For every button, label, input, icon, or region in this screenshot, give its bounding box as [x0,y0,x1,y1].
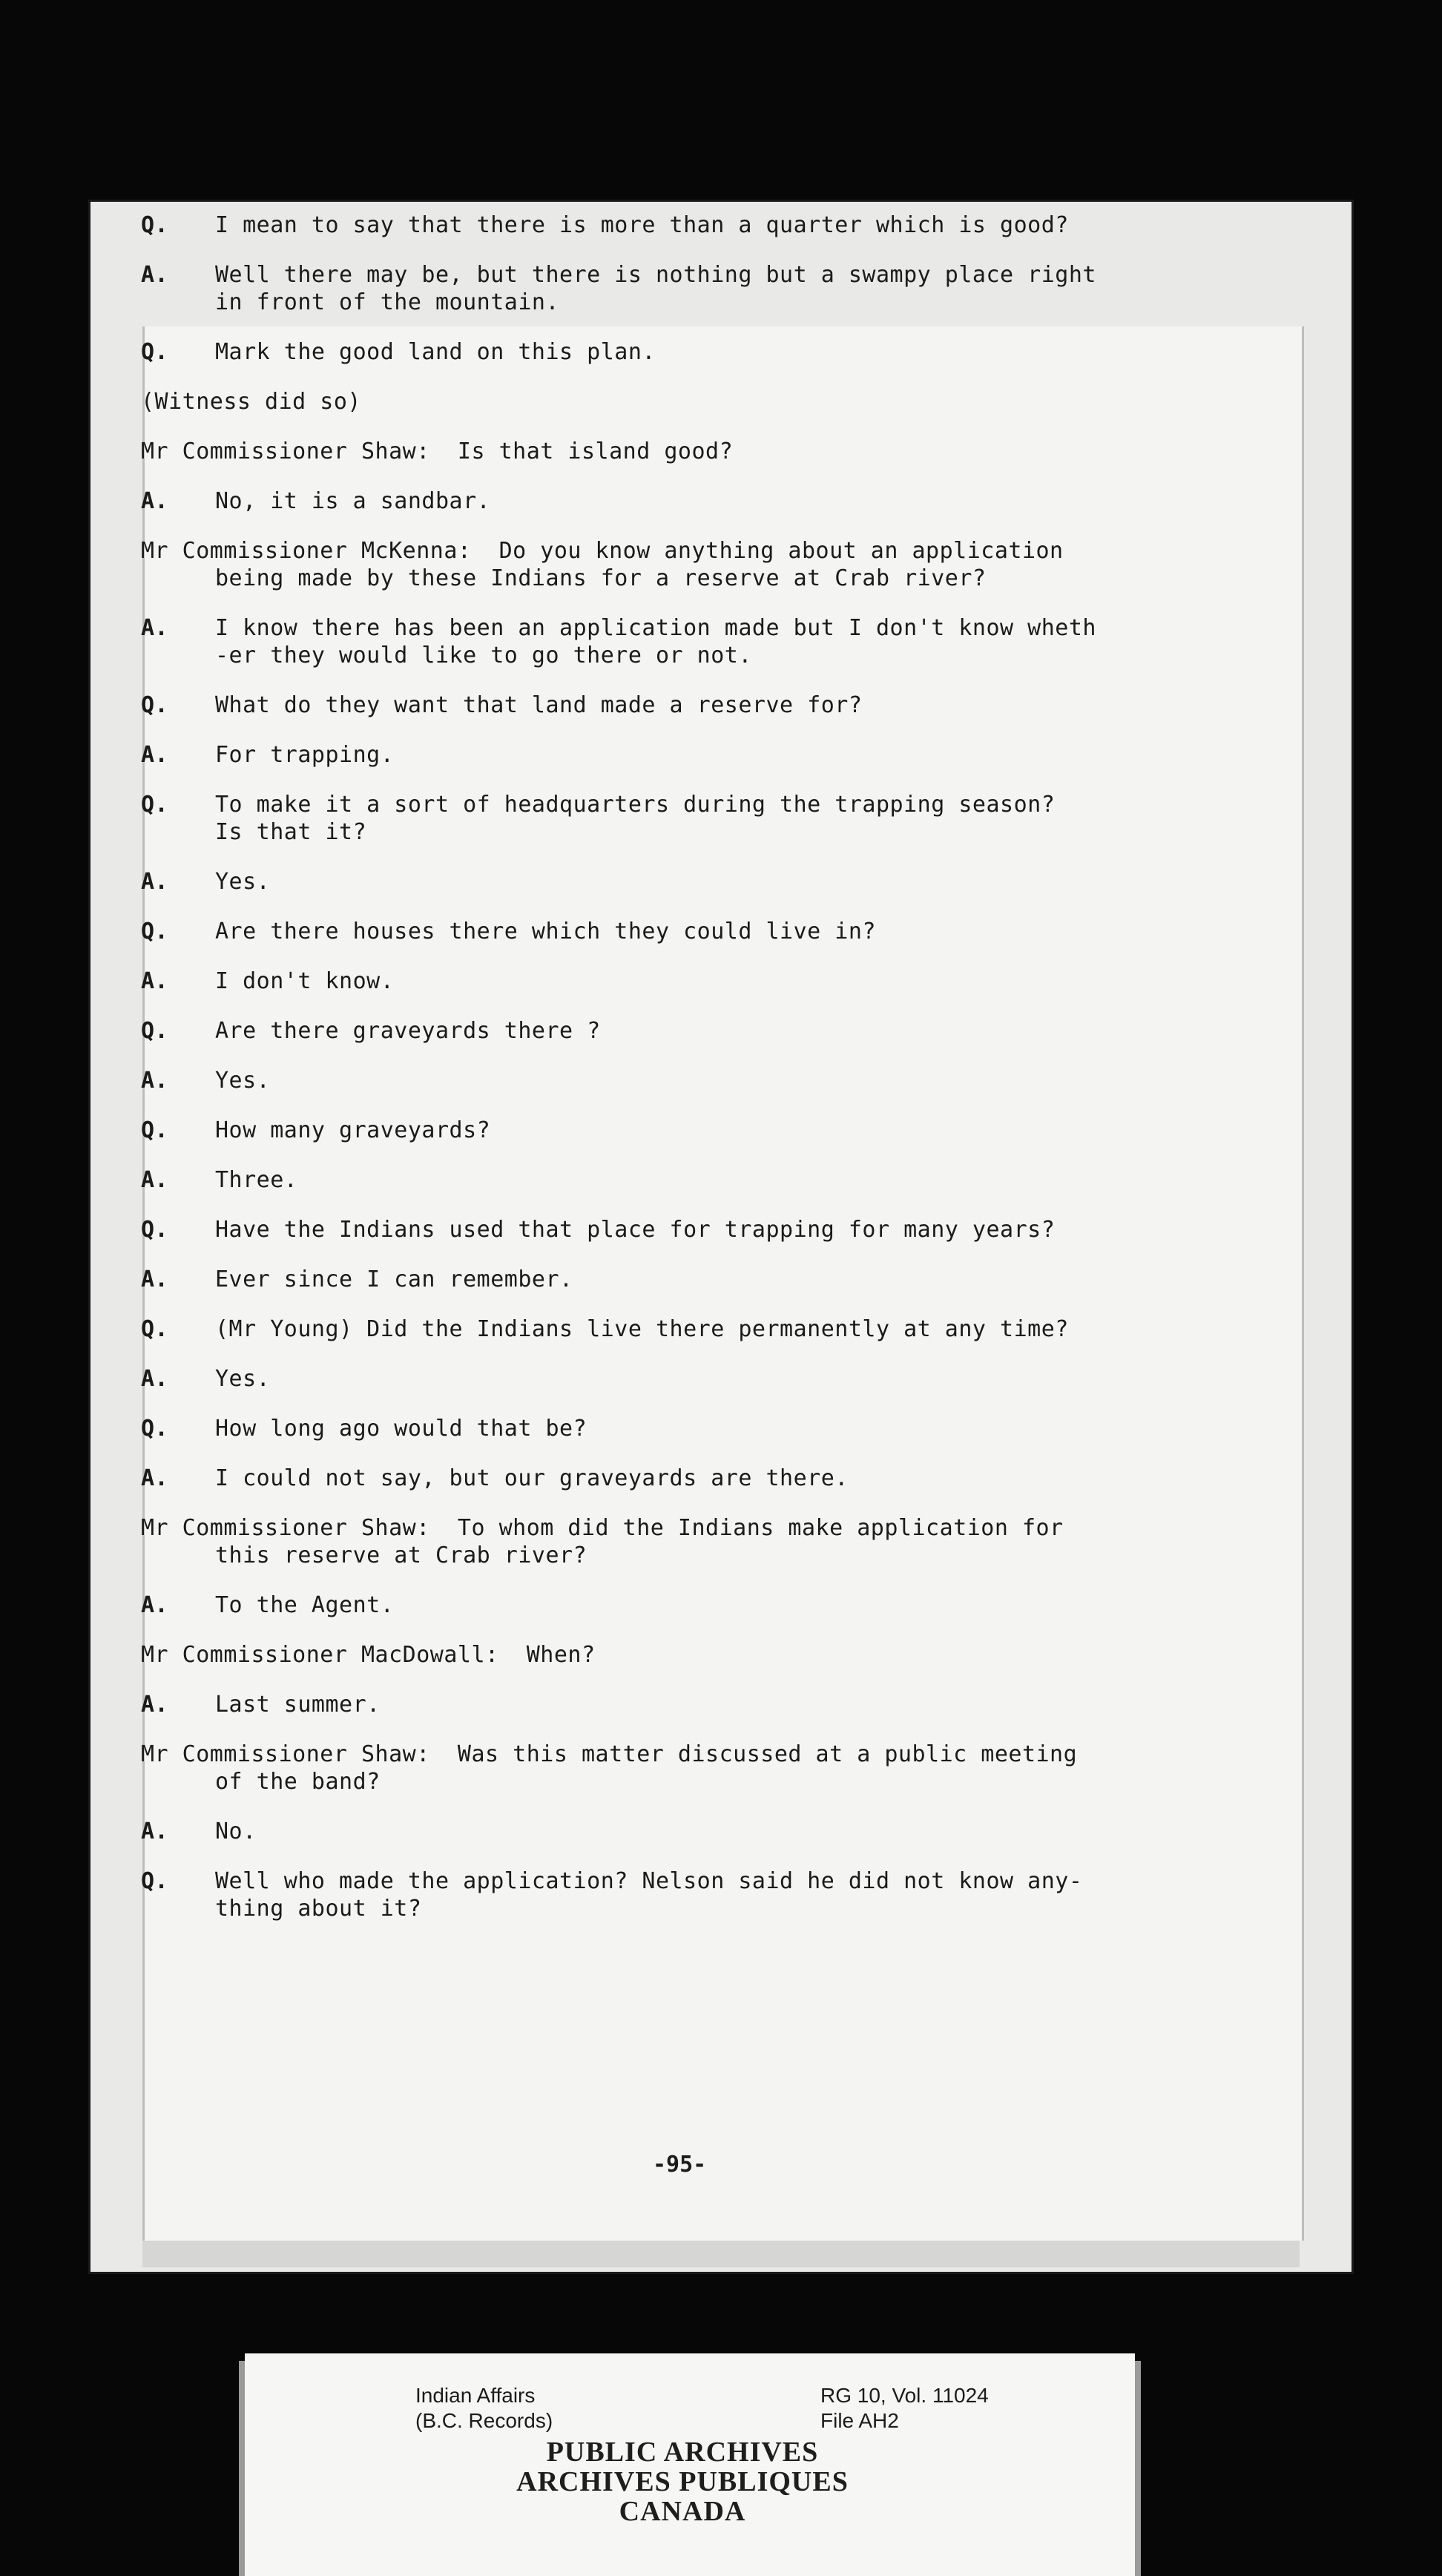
entry-text: Well who made the application? Nelson said he did not know any- thing about it? [215,1868,1083,1922]
speaker-label: Q. [141,1416,169,1442]
speaker-label: A. [141,615,169,641]
entry-text: Three. [215,1167,298,1193]
entry-text: I mean to say that there is more than a quarter which is good? [215,212,1069,238]
speaker-label: A. [141,742,169,768]
transcript-entry [141,1017,1276,1045]
speaker-label: A. [141,1592,169,1618]
speaker-label: A. [141,488,169,514]
entry-text: Yes. [215,1366,271,1392]
entry-text: Yes. [215,1068,271,1094]
transcript-entry [141,487,1276,515]
record-group-volume: RG 10, Vol. 11024 [820,2384,989,2407]
transcript-entry [141,1315,1276,1343]
entry-text: To make it a sort of headquarters during the trapping season? Is that it? [215,792,1056,845]
collection-subtitle: (B.C. Records) [415,2409,553,2432]
transcript-entry [141,791,1276,846]
stamp-line-1: PUBLIC ARCHIVES [546,2437,819,2468]
transcript-entry [141,261,1276,316]
entry-text: Last summer. [215,1692,381,1718]
speaker-label: Q. [141,1316,169,1342]
entry-text: Mr Commissioner McKenna: Do you know anything about an application being made by these Indians for a reserve at Crab river? [141,538,1064,591]
transcript-entry [141,1641,1276,1669]
speaker-label: Q. [141,212,169,238]
file-reference: File AH2 [820,2409,899,2432]
entry-text: Have the Indians used that place for trapping for many years? [215,1217,1056,1243]
transcript-entry [141,1465,1276,1492]
stamp-line-2: ARCHIVES PUBLIQUES [516,2466,849,2497]
speaker-label: A. [141,1366,169,1392]
collection-name: Indian Affairs [415,2384,536,2407]
transcript-entry [141,1266,1276,1293]
transcript-entry [141,211,1276,239]
entry-text: I know there has been an application made but I don't know wheth -er they would like to go there or not. [215,615,1096,668]
transcript-entry [141,1166,1276,1194]
entry-text: Mr Commissioner Shaw: Was this matter discussed at a public meeting of the band? [141,1741,1078,1795]
entry-text: Mr Commissioner MacDowall: When? [141,1642,596,1668]
transcript-entry [141,1365,1276,1393]
transcript-entry [141,1818,1276,1845]
transcript-entry [141,1691,1276,1718]
entry-text: How many graveyards? [215,1117,491,1143]
speaker-label: A. [141,968,169,994]
entry-text: For trapping. [215,742,395,768]
speaker-label: Q. [141,1117,169,1143]
entry-text: Are there graveyards there ? [215,1018,601,1044]
transcript-entry [141,438,1276,465]
speaker-label: A. [141,262,169,288]
transcript-entry [141,1591,1276,1619]
transcript-entry [141,1117,1276,1144]
stamp-line-3: CANADA [619,2496,746,2527]
entry-text: How long ago would that be? [215,1416,587,1442]
speaker-label: Q. [141,339,169,365]
entry-text: Yes. [215,869,271,895]
page-number: -95- [653,2152,707,2178]
entry-text: What do they want that land made a reserve for? [215,692,863,718]
transcript-entry [141,614,1276,669]
speaker-label: A. [141,869,169,895]
transcript-entry [141,537,1276,592]
transcript-entry [141,1067,1276,1094]
entry-text: I could not say, but our graveyards are there. [215,1465,849,1491]
transcript-entry [141,868,1276,896]
transcript-entry [141,1867,1276,1922]
transcript-entry [141,1415,1276,1442]
transcript-entry [141,1741,1276,1795]
entry-text: No. [215,1818,257,1844]
entry-text: To the Agent. [215,1592,395,1618]
speaker-label: Q. [141,1018,169,1044]
transcript-entry [141,691,1276,719]
entry-text: Ever since I can remember. [215,1266,573,1292]
entry-text: No, it is a sandbar. [215,488,491,514]
speaker-label: Q. [141,692,169,718]
speaker-label: A. [141,1818,169,1844]
speaker-label: A. [141,1692,169,1718]
transcript-entry [141,741,1276,769]
archives-stamp [312,2437,1053,2526]
entry-text: Mr Commissioner Shaw: Is that island good? [141,438,734,464]
page-bottom-edge [142,2241,1300,2267]
entry-text: Are there houses there which they could live in? [215,919,876,944]
entry-text: (Mr Young) Did the Indians live there permanently at any time? [215,1316,1069,1342]
speaker-label: A. [141,1266,169,1292]
entry-text: (Witness did so) [141,389,361,415]
speaker-label: A. [141,1465,169,1491]
speaker-label: Q. [141,1868,169,1894]
entry-text: I don't know. [215,968,395,994]
speaker-label: Q. [141,919,169,944]
speaker-label: Q. [141,792,169,818]
speaker-label: Q. [141,1217,169,1243]
transcript-entry [141,918,1276,945]
entry-text: Well there may be, but there is nothing but a swampy place right in front of the mountain. [215,262,1096,315]
entry-text: Mark the good land on this plan. [215,339,656,365]
transcript-entry [141,338,1276,366]
transcript-entry [141,1514,1276,1569]
transcript-entry [141,388,1276,415]
speaker-label: A. [141,1068,169,1094]
speaker-label: A. [141,1167,169,1193]
transcript-entry [141,967,1276,995]
entry-text: Mr Commissioner Shaw: To whom did the Indians make application for this reserve at Crab river? [141,1515,1064,1568]
transcript-entry [141,1216,1276,1243]
